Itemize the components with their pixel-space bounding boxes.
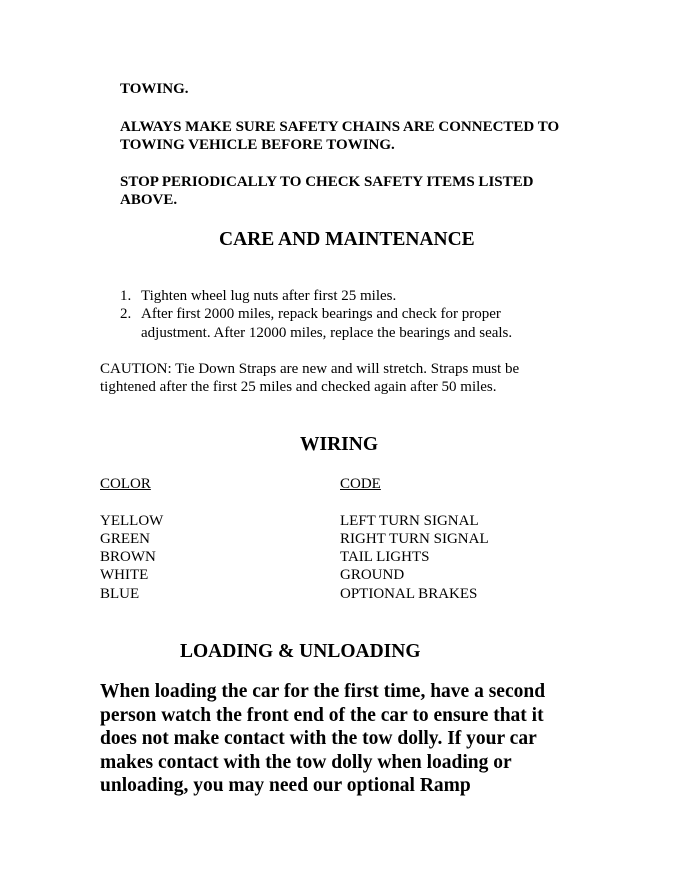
caution-line-1: CAUTION: Tie Down Straps are new and will stretch. Straps must be (100, 361, 520, 377)
wiring-code-cell: GROUND (340, 567, 405, 583)
wiring-code-cell: LEFT TURN SIGNAL (340, 513, 479, 529)
care-item-number: 1. (120, 288, 132, 304)
loading-paragraph-line: does not make contact with the tow dolly. If your car (100, 728, 537, 749)
towing-line: TOWING. (120, 81, 189, 97)
stop-periodically-line-1: STOP PERIODICALLY TO CHECK SAFETY ITEMS LISTED (120, 174, 534, 190)
wiring-code-cell: OPTIONAL BRAKES (340, 586, 478, 602)
wiring-color-column-header (100, 475, 340, 494)
wiring-color-cell: BROWN (100, 549, 156, 565)
care-maintenance-heading: CARE AND MAINTENANCE (219, 229, 475, 250)
wiring-color-cell: BLUE (100, 586, 140, 602)
wiring-color-cell: WHITE (100, 567, 149, 583)
safety-chains-line-2: TOWING VEHICLE BEFORE TOWING. (120, 137, 395, 153)
loading-paragraph-line: unloading, you may need our optional Ramp (100, 775, 471, 796)
wiring-code-cell: RIGHT TURN SIGNAL (340, 531, 489, 547)
wiring-code-column-header: CODE (340, 476, 381, 492)
wiring-code-cell: TAIL LIGHTS (340, 549, 430, 565)
care-item-text: Tighten wheel lug nuts after first 25 miles. (141, 288, 397, 304)
care-item-text: After first 2000 miles, repack bearings and check for proper (141, 306, 501, 322)
stop-periodically-line-2: ABOVE. (120, 192, 178, 208)
caution-line-2: tightened after the first 25 miles and checked again after 50 miles. (100, 379, 497, 395)
wiring-heading: WIRING (300, 434, 379, 455)
wiring-color-header-text: COLOR (100, 476, 151, 492)
wiring-color-cell: YELLOW (100, 513, 164, 529)
loading-paragraph-line: When loading the car for the first time, have a second (100, 681, 546, 702)
care-item-number: 2. (120, 306, 132, 322)
loading-paragraph-line: person watch the front end of the car to ensure that it (100, 705, 544, 726)
care-item-continuation: adjustment. After 12000 miles, replace the bearings and seals. (141, 325, 513, 341)
loading-paragraph-line: makes contact with the tow dolly when loading or (100, 752, 512, 773)
care-list-item (120, 305, 501, 324)
wiring-color-cell: GREEN (100, 531, 150, 547)
care-list-item (120, 287, 396, 306)
loading-unloading-heading: LOADING & UNLOADING (180, 641, 421, 662)
safety-chains-line-1: ALWAYS MAKE SURE SAFETY CHAINS ARE CONNECTED TO (120, 119, 560, 135)
